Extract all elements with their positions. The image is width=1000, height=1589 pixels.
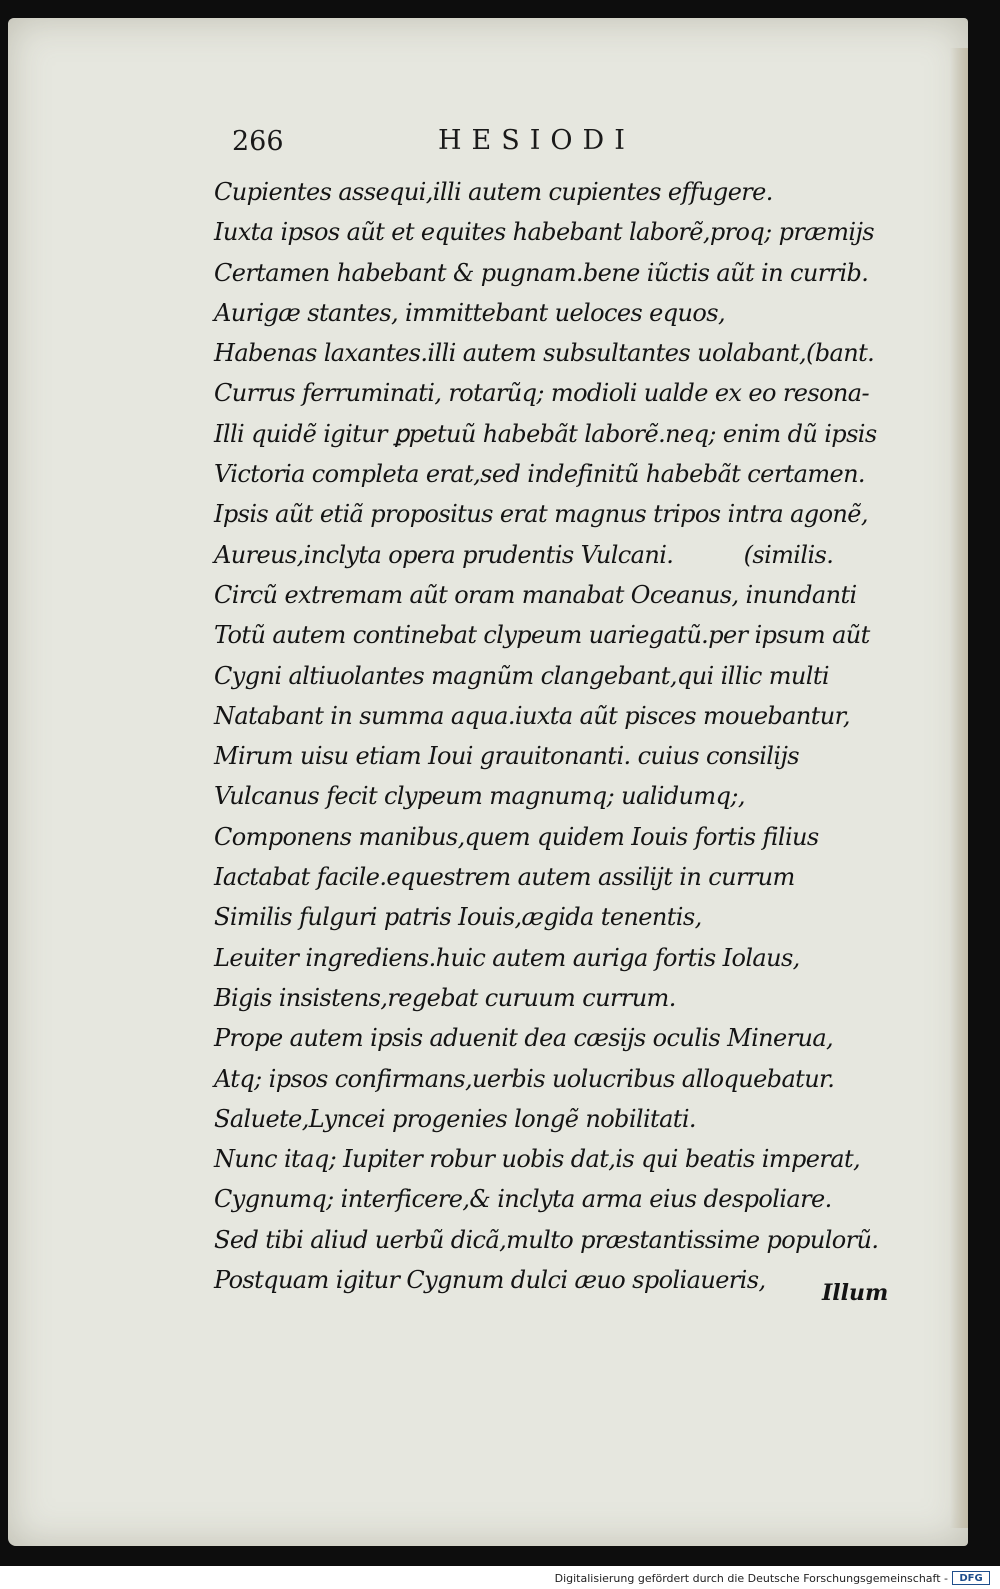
dfg-logo-icon: DFG bbox=[952, 1571, 990, 1585]
text-line: Victoria completa erat,sed indefinitũ habebãt certamen. bbox=[214, 460, 865, 489]
text-line: Totũ autem continebat clypeum uariegatũ.per ipsum aũt bbox=[214, 621, 870, 650]
text-line: Aurigæ stantes, immittebant ueloces equos, bbox=[214, 298, 725, 327]
text-line: Currus ferruminati, rotarũq; modioli ualde ex eo resona- bbox=[214, 379, 869, 408]
text-line: Similis fulguri patris Iouis,ægida tenentis, bbox=[214, 903, 702, 932]
text-line: Bigis insistens,regebat curuum currum. bbox=[214, 983, 676, 1012]
text-line: Certamen habebant & pugnam.bene iũctis aũt in currib. bbox=[214, 258, 869, 287]
text-line: Nunc itaq; Iupiter robur uobis dat,is qui beatis imperat, bbox=[214, 1145, 861, 1174]
text-line: Leuiter ingrediens.huic autem auriga fortis Iolaus, bbox=[214, 943, 800, 972]
text-line: Cygnumq; interficere,& inclyta arma eius despoliare. bbox=[214, 1185, 832, 1214]
text-line: Postquam igitur Cygnum dulci æuo spoliaueris, bbox=[214, 1266, 766, 1295]
text-line: Sed tibi aliud uerbũ dicã,multo præstantissime populorũ. bbox=[214, 1225, 879, 1254]
text-line: Ipsis aũt etiã propositus erat magnus tripos intra agonẽ, bbox=[214, 500, 868, 529]
text-line: Circũ extremam aũt oram manabat Oceanus, inundanti bbox=[214, 580, 857, 609]
text-line: Vulcanus fecit clypeum magnumq; ualidumq;, bbox=[214, 782, 745, 811]
text-line: Componens manibus,quem quidem Iouis fortis filius bbox=[214, 822, 819, 851]
page-edge-shadow bbox=[950, 48, 968, 1528]
running-head: HESIODI bbox=[438, 125, 635, 156]
text-line: Natabant in summa aqua.iuxta aũt pisces mouebantur, bbox=[214, 701, 850, 730]
text-line: Saluete,Lyncei progenies longẽ nobilitati. bbox=[214, 1104, 696, 1133]
funding-credit: Digitalisierung gefördert durch die Deutsche Forschungsgemeinschaft - bbox=[554, 1572, 948, 1585]
text-line: Cygni altiuolantes magnũm clangebant,qui illic multi bbox=[214, 661, 829, 690]
text-line: Aureus,inclyta opera prudentis Vulcani. (similis. bbox=[214, 540, 834, 569]
text-line: Illi quidẽ igitur ꝑpetuũ habebãt laborẽ.neq; enim dũ ipsis bbox=[214, 419, 877, 448]
catchword: Illum bbox=[822, 1280, 889, 1306]
text-line: Iuxta ipsos aũt et equites habebant laborẽ,proq; præmijs bbox=[214, 218, 874, 247]
text-line: Atq; ipsos confirmans,uerbis uolucribus alloquebatur. bbox=[214, 1064, 835, 1093]
text-line: Iactabat facile.equestrem autem assilijt in currum bbox=[214, 863, 795, 892]
text-line: Prope autem ipsis aduenit dea cæsijs oculis Minerua, bbox=[214, 1024, 834, 1053]
page-number: 266 bbox=[232, 126, 284, 157]
text-block bbox=[214, 172, 940, 1300]
text-line: Mirum uisu etiam Ioui grauitonanti. cuius consilijs bbox=[214, 742, 800, 771]
text-line: Habenas laxantes.illi autem subsultantes uolabant,(bant. bbox=[214, 339, 875, 368]
text-line: Cupientes assequi,illi autem cupientes effugere. bbox=[214, 178, 773, 206]
